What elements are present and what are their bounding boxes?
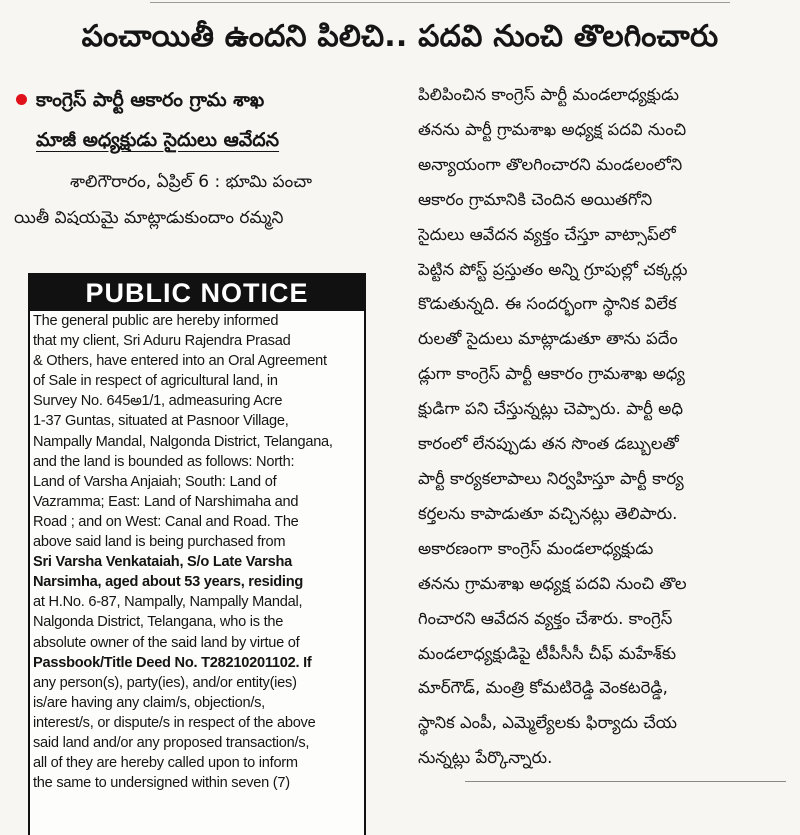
body-line: పిలిపించిన కాంగ్రెస్ పార్టీ మండలాధ్యక్షుడు [418, 85, 680, 104]
notice-line: any person(s), party(ies), and/or entity(ies) [33, 674, 297, 691]
body-line: గించారని ఆవేదన వ్యక్తం చేశారు. కాంగ్రెస్ [418, 608, 673, 628]
red-bullet-icon [16, 94, 27, 105]
body-line: పార్టీ కార్యకలాపాలు నిర్వహిస్తూ పార్టీ కార్య [418, 468, 684, 488]
notice-line: at H.No. 6-87, Nampally, Nampally Mandal, [33, 594, 303, 611]
lead-paragraph [14, 164, 388, 236]
notice-line: the same to undersigned within seven (7) [33, 775, 290, 792]
body-line: రులతో సైదులు మాట్లాడుతూ తాను పదేం [418, 329, 678, 349]
notice-line: Sri Varsha Venkataiah, S/o Late Varsha [33, 554, 293, 571]
headline: పంచాయితీ ఉందని పిలిచి.. పదవి నుంచి తొలగించారు [81, 19, 719, 54]
body-line: కారంలో లేనప్పుడు తన సొంత డబ్బులతో [418, 434, 679, 454]
notice-line: interest/s, or dispute/s in respect of the above [33, 714, 316, 731]
body-line: డ్లుగా కాంగ్రెస్ పార్టీ ఆకారం గ్రామశాఖ అధ్య [418, 364, 685, 384]
notice-line: Road ; and on West: Canal and Road. The [33, 513, 299, 530]
notice-line: Land of Varsha Anjaiah; South: Land of [33, 473, 277, 490]
notice-line: said land and/or any proposed transaction/s, [33, 734, 310, 751]
notice-line: Passbook/Title Deed No. T28210201102. If [33, 654, 312, 671]
subheading [14, 80, 388, 160]
notice-line: The general public are hereby informed [33, 313, 279, 329]
body-line: ఆకారం గ్రామానికి చెందిన అయితగోని [418, 189, 653, 209]
public-notice-box [28, 273, 366, 835]
body-line: కర్తలను కాపాడుతూ వచ్చినట్లు తెలిపారు. [418, 503, 678, 523]
notice-line: all of they are hereby called upon to inform [33, 755, 298, 772]
bottom-divider [465, 781, 786, 782]
notice-line: that my client, Sri Aduru Rajendra Prasad [33, 333, 291, 350]
body-line: మండలాధ్యక్షుడిపై టీపీసీసీ చీఫ్ మహేశ్‌కు [418, 643, 677, 663]
notice-line: and the land is bounded as follows: North: [33, 453, 295, 470]
body-line: నున్నట్లు పేర్కొన్నారు. [418, 748, 553, 768]
notice-line: above said land is being purchased from [33, 534, 286, 551]
body-line: కొడుతున్నది. ఈ సందర్భంగా స్థానిక విలేక [418, 294, 677, 314]
notice-line: Narsimha, aged about 53 years, residing [33, 574, 304, 591]
body-line: పెట్టిన పోస్ట్ ప్రస్తుతం అన్ని గ్రూపుల్లో చక్కర్లు [418, 259, 688, 279]
top-divider [150, 2, 730, 3]
notice-line: is/are having any claim/s, objection/s, [33, 694, 265, 711]
notice-line: Nampally Mandal, Nalgonda District, Telangana, [33, 433, 333, 450]
notice-line: absolute owner of the said land by virtue of [33, 634, 300, 651]
body-line: అకారణంగా కాంగ్రెస్ మండలాధ్యక్షుడు [418, 538, 654, 558]
lead-line: శాలిగౌరారం, ఏప్రిల్ 6 : భూమి పంచా [70, 172, 313, 192]
notice-line: & Others, have entered into an Oral Agreement [33, 353, 327, 370]
left-column [14, 80, 388, 236]
body-line: క్షుడిగా పని చేస్తున్నట్లు చెప్పారు. పార్టీ అధి [418, 399, 683, 419]
body-line: తనను పార్టీ గ్రామశాఖ అధ్యక్ష పదవి నుంచి [418, 119, 687, 139]
notice-line: Survey No. 645అ1/1, admeasuring Acre [33, 393, 283, 410]
notice-line: 1-37 Guntas, situated at Pasnoor Village, [33, 413, 289, 430]
body-line: మార్‌గౌడ్, మంత్రి కోమటిరెడ్డి వెంకటరెడ్డి, [418, 678, 668, 698]
lead-line: యితీ విషయమై మాట్లాడుకుందాం రమ్మని [14, 208, 284, 228]
body-line: స్థానిక ఎంపీ, ఎమ్మెల్యేలకు ఫిర్యాదు చేయ [418, 713, 677, 733]
subheading-line: కాంగ్రెస్ పార్టీ ఆకారం గ్రామ శాఖ [36, 89, 265, 111]
public-notice-title: PUBLIC NOTICE [30, 275, 364, 311]
body-line: అన్యాయంగా తొలగించారని మండలంలోని [418, 154, 683, 174]
notice-line: Nalgonda District, Telangana, who is the [33, 614, 284, 631]
subheading-line: మాజీ అధ్యక్షుడు సైదులు ఆవేదన [36, 129, 280, 151]
notice-line: of Sale in respect of agricultural land, in [33, 373, 278, 390]
right-column-body [418, 78, 790, 776]
body-line: సైదులు ఆవేదన వ్యక్తం చేస్తూ వాట్సాప్‌లో [418, 224, 676, 244]
public-notice-body [30, 311, 364, 793]
notice-line: Vazramma; East: Land of Narshimaha and [33, 493, 299, 510]
body-line: తనను గ్రామశాఖ అధ్యక్ష పదవి నుంచి తొల [418, 573, 687, 593]
